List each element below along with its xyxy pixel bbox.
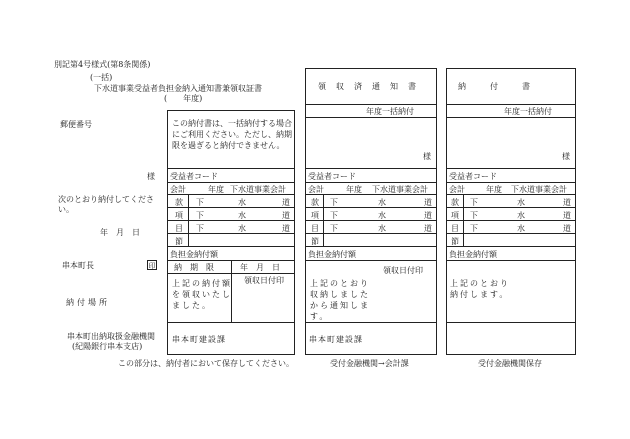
- right-beneficiary-code: 受益者コード: [449, 172, 497, 181]
- row-kan-v1: 下: [196, 198, 204, 207]
- mid-row-kou: 項: [311, 211, 319, 220]
- right-paid-text: 上記のとおり納付します。: [450, 279, 510, 299]
- right-row-moku-v2: 水: [517, 224, 525, 233]
- mid-row-kou-v1: 下: [330, 211, 338, 220]
- mid-row-kan-v3: 道: [424, 198, 432, 207]
- right-row-kou-v3: 道: [563, 211, 571, 220]
- mid-row-setsu: 節: [311, 237, 319, 246]
- right-row-kan-v1: 下: [470, 198, 478, 207]
- right-sewer-account: 下水道事業会計: [511, 185, 567, 194]
- kaikei-label: 会計: [170, 185, 186, 194]
- mid-row-kan-v1: 下: [330, 198, 338, 207]
- row-moku-v1: 下: [196, 224, 204, 233]
- official-seal: 印: [148, 262, 156, 270]
- lumpsum-notice: この納付書は、一括納付する場合にご利用ください。ただし、納期限を過ぎると納付できません。: [172, 119, 292, 150]
- right-row-kou-v2: 水: [517, 211, 525, 220]
- bank-name: 串本町出納取扱金融機関: [67, 332, 155, 341]
- row-kan-v3: 道: [282, 198, 290, 207]
- due-date-label: 納 期 限: [174, 263, 214, 272]
- row-moku-v2: 水: [238, 224, 246, 233]
- footer-keep-note: この部分は、納付者において保存してください。: [118, 359, 294, 368]
- mid-row-moku-v2: 水: [378, 224, 386, 233]
- row-kou: 項: [175, 211, 183, 220]
- mid-sewer-account: 下水道事業会計: [372, 185, 428, 194]
- mid-lumpsum-label: 年度一括納付: [366, 107, 414, 116]
- receipt-notice-title: 領 収 済 通 知 書: [318, 82, 417, 91]
- row-kan-v2: 水: [238, 198, 246, 207]
- sewer-account-label: 下水道事業会計: [230, 185, 286, 194]
- row-kou-v2: 水: [238, 211, 246, 220]
- mayor-label: 串本町長: [62, 261, 94, 270]
- mid-row-kan-v2: 水: [378, 198, 386, 207]
- receipt-stamp-label: 領収日付印: [244, 276, 284, 285]
- received-text: 上記の納付額を領収いたしました。: [172, 279, 232, 310]
- mid-row-moku-v3: 道: [424, 224, 432, 233]
- mid-beneficiary-code: 受益者コード: [308, 172, 356, 181]
- right-row-setsu: 節: [451, 237, 459, 246]
- right-sama-label: 様: [562, 152, 570, 161]
- row-setsu: 節: [175, 237, 183, 246]
- right-row-kan-v2: 水: [517, 198, 525, 207]
- mid-received-text: 上記のとおり収納しましたから通知します。: [310, 279, 370, 321]
- amount-label: 負担金納付額: [170, 250, 218, 259]
- mid-row-kou-v3: 道: [424, 211, 432, 220]
- mid-amount-label: 負担金納付額: [308, 250, 356, 259]
- right-row-moku-v3: 道: [563, 224, 571, 233]
- mid-row-kan: 款: [311, 198, 319, 207]
- mid-kaikei: 会計: [308, 185, 324, 194]
- right-row-moku: 目: [451, 224, 459, 233]
- form-number: 別記第4号様式(第8条関係): [54, 60, 151, 69]
- postal-code-label: 郵便番号: [60, 120, 92, 129]
- right-row-kan: 款: [451, 198, 459, 207]
- right-amount-label: 負担金納付額: [449, 250, 497, 259]
- row-kan: 款: [175, 198, 183, 207]
- nendo-label: 年度: [208, 185, 224, 194]
- mid-row-kou-v2: 水: [378, 211, 386, 220]
- mid-footer: 受付金融機関→会計課: [330, 359, 409, 368]
- sama-label: 様: [147, 172, 155, 181]
- row-kou-v1: 下: [196, 211, 204, 220]
- mid-row-moku-v1: 下: [330, 224, 338, 233]
- mid-receipt-stamp: 領収日付印: [383, 266, 423, 275]
- document-title: 下水道事業受益者負担金納入通知書兼領収証書: [94, 84, 262, 93]
- mid-sama-label: 様: [423, 152, 431, 161]
- dept-label: 串本町建設課: [172, 335, 226, 344]
- beneficiary-code-label: 受益者コード: [170, 172, 218, 181]
- payment-place-label: 納付場所: [66, 298, 110, 307]
- issue-date: 年 月 日: [100, 228, 140, 237]
- row-moku-v3: 道: [282, 224, 290, 233]
- right-row-kan-v3: 道: [563, 198, 571, 207]
- right-row-kou-v1: 下: [470, 211, 478, 220]
- payment-request-text: 次のとおり納付してください。: [58, 195, 154, 214]
- row-moku: 目: [175, 224, 183, 233]
- right-footer: 受付金融機関保存: [478, 359, 542, 368]
- fiscal-year-line: ( 年度): [164, 94, 203, 103]
- mid-nendo: 年度: [346, 185, 362, 194]
- right-nendo: 年度: [486, 185, 502, 194]
- right-row-kou: 項: [451, 211, 459, 220]
- right-lumpsum-label: 年度一括納付: [504, 107, 552, 116]
- payment-slip-title: 納 付 書: [458, 82, 530, 91]
- bank-branch: (紀陽銀行串本支店): [72, 342, 143, 351]
- right-row-moku-v1: 下: [470, 224, 478, 233]
- mid-dept-label: 串本町建設課: [309, 335, 363, 344]
- row-kou-v3: 道: [282, 211, 290, 220]
- mid-row-moku: 目: [311, 224, 319, 233]
- due-date-fields: 年 月 日: [240, 263, 280, 272]
- ikkatsu-label: (一括): [90, 73, 113, 82]
- right-kaikei: 会計: [449, 185, 465, 194]
